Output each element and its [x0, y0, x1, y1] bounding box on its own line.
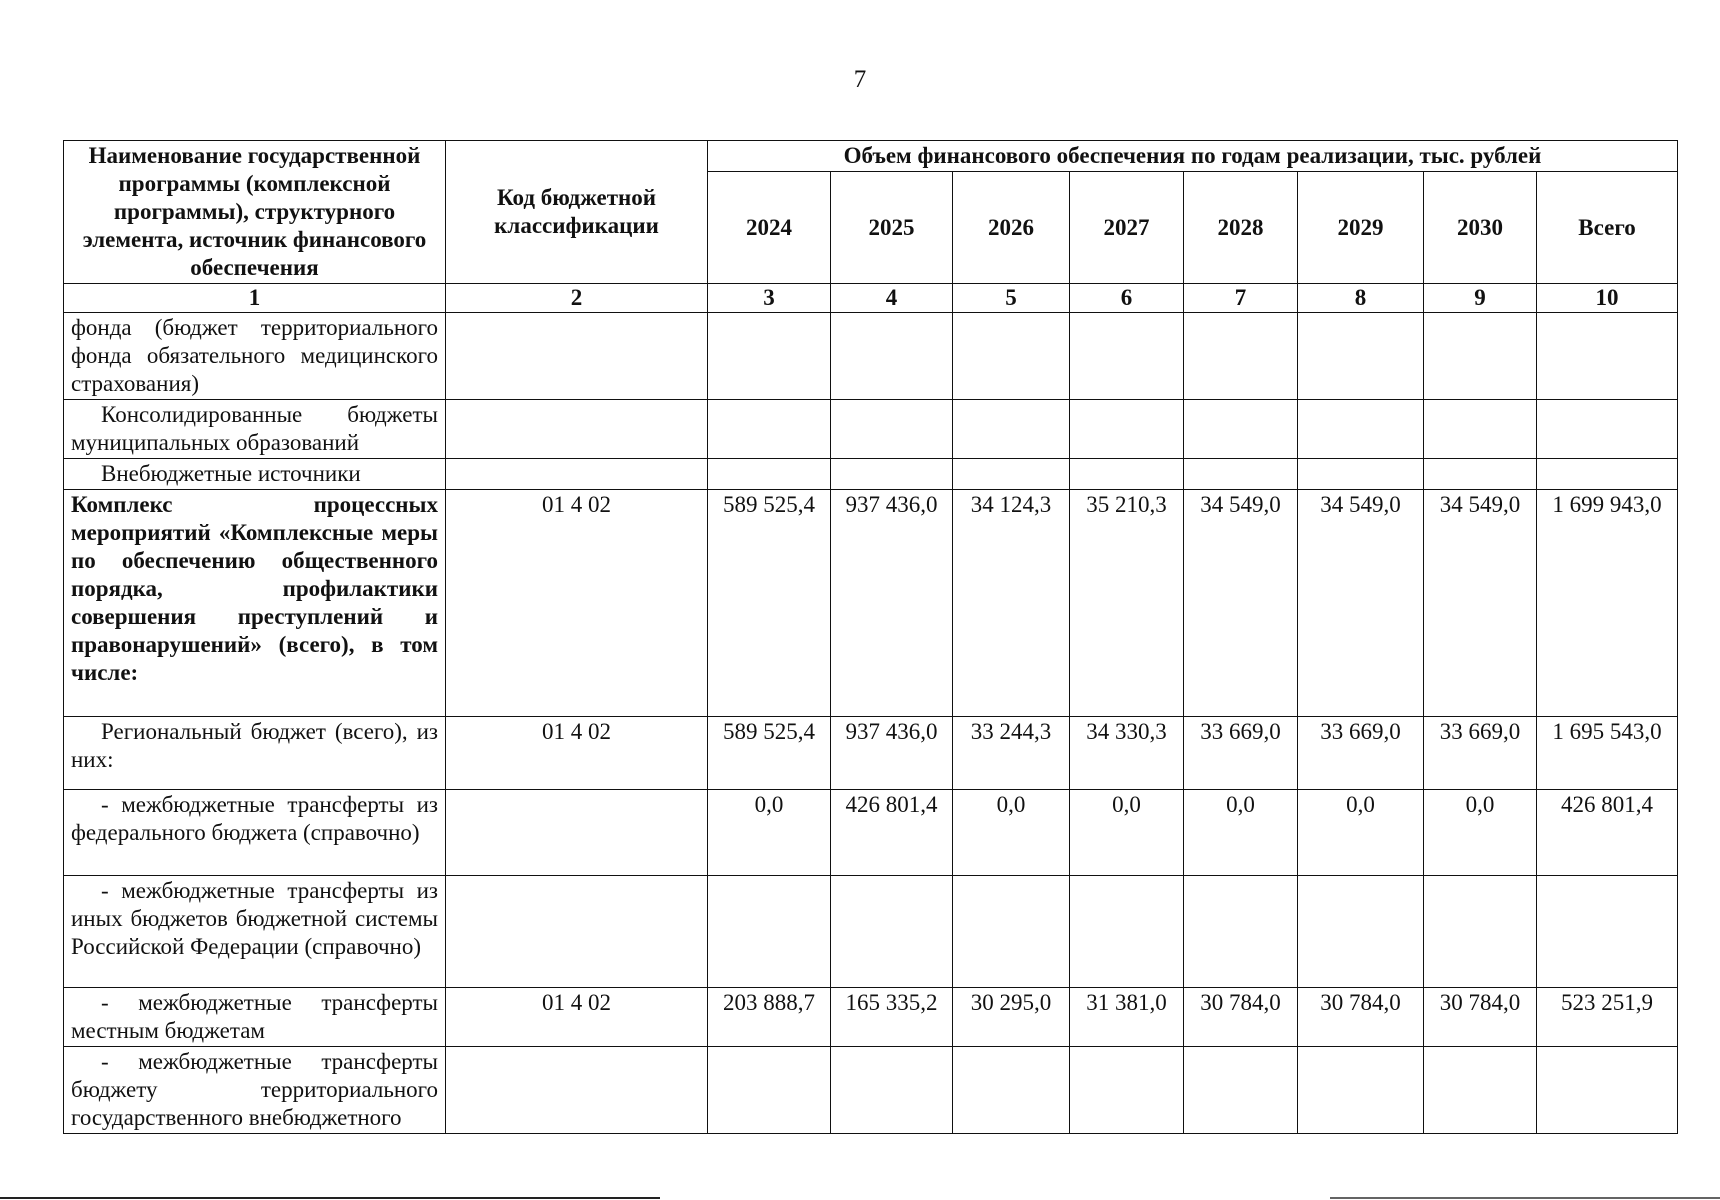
- row-name: Внебюджетные источники: [64, 459, 446, 490]
- table-row: [64, 313, 1678, 400]
- row-value: 0,0: [1424, 790, 1537, 876]
- row-value: 34 549,0: [1184, 490, 1298, 717]
- financing-table: [63, 140, 1678, 1134]
- column-number: 5: [953, 284, 1070, 313]
- column-number: 3: [708, 284, 831, 313]
- row-value: 937 436,0: [831, 490, 953, 717]
- column-number: 9: [1424, 284, 1537, 313]
- column-number-row: [64, 284, 1678, 313]
- row-value: [1184, 876, 1298, 988]
- header-total: Всего: [1537, 172, 1678, 284]
- row-name: Консолидированные бюджеты муниципальных образований: [64, 400, 446, 459]
- row-name: Региональный бюджет (всего), из них:: [64, 717, 446, 790]
- row-value: 165 335,2: [831, 988, 953, 1047]
- header-year: 2025: [831, 172, 953, 284]
- row-value: [1184, 313, 1298, 400]
- row-value: 0,0: [1298, 790, 1424, 876]
- row-value: 0,0: [1184, 790, 1298, 876]
- header-year: 2028: [1184, 172, 1298, 284]
- row-value: [1070, 313, 1184, 400]
- row-value: [953, 313, 1070, 400]
- row-value: [953, 459, 1070, 490]
- row-value: [1424, 313, 1537, 400]
- row-value: [1298, 313, 1424, 400]
- row-value: [1424, 400, 1537, 459]
- table-row: [64, 459, 1678, 490]
- header-code-col: Код бюджетной классификации: [446, 141, 708, 284]
- row-value: [1070, 876, 1184, 988]
- table-row: [64, 400, 1678, 459]
- row-value: [1537, 400, 1678, 459]
- row-value: [831, 459, 953, 490]
- row-value: [1184, 459, 1298, 490]
- column-number: 10: [1537, 284, 1678, 313]
- row-value: [1184, 1047, 1298, 1134]
- row-value: 0,0: [708, 790, 831, 876]
- column-number: 1: [64, 284, 446, 313]
- row-value: 203 888,7: [708, 988, 831, 1047]
- row-value: [1070, 1047, 1184, 1134]
- scan-edge-line: [1330, 1197, 1720, 1199]
- row-value: [1070, 459, 1184, 490]
- header-year: 2029: [1298, 172, 1424, 284]
- header-year: 2030: [1424, 172, 1537, 284]
- row-value: 0,0: [1070, 790, 1184, 876]
- row-value: [1537, 313, 1678, 400]
- row-value: 34 549,0: [1298, 490, 1424, 717]
- row-value: 33 669,0: [1184, 717, 1298, 790]
- row-value: [1424, 876, 1537, 988]
- row-value: [953, 400, 1070, 459]
- row-value: [831, 1047, 953, 1134]
- row-value: 426 801,4: [1537, 790, 1678, 876]
- row-value: 0,0: [953, 790, 1070, 876]
- row-value: 33 669,0: [1424, 717, 1537, 790]
- page-number: 7: [853, 66, 867, 93]
- row-value: [1298, 876, 1424, 988]
- table-row: [64, 1047, 1678, 1134]
- row-value: 426 801,4: [831, 790, 953, 876]
- row-value: [1298, 1047, 1424, 1134]
- row-value: [708, 459, 831, 490]
- row-value: [831, 876, 953, 988]
- row-value: [953, 876, 1070, 988]
- row-value: [708, 313, 831, 400]
- row-code: [446, 1047, 708, 1134]
- column-number: 8: [1298, 284, 1424, 313]
- row-value: 34 549,0: [1424, 490, 1537, 717]
- row-code: [446, 459, 708, 490]
- row-value: [1537, 876, 1678, 988]
- header-volume-group: Объем финансового обеспечения по годам реализации, тыс. рублей: [708, 141, 1678, 172]
- row-code: 01 4 02: [446, 490, 708, 717]
- row-code: [446, 313, 708, 400]
- row-name: - межбюджетные трансферты местным бюджетам: [64, 988, 446, 1047]
- row-value: 35 210,3: [1070, 490, 1184, 717]
- header-name-col: Наименование государственной программы (комплексной программы), структурного элемента, источник финансового обеспечения: [64, 141, 446, 284]
- row-code: 01 4 02: [446, 988, 708, 1047]
- header-year: 2027: [1070, 172, 1184, 284]
- column-number: 7: [1184, 284, 1298, 313]
- table-row: [64, 490, 1678, 717]
- row-code: [446, 790, 708, 876]
- row-name: - межбюджетные трансферты бюджету территориального государственного внебюджетного: [64, 1047, 446, 1134]
- row-name: - межбюджетные трансферты из иных бюджетов бюджетной системы Российской Федерации (справочно): [64, 876, 446, 988]
- row-code: 01 4 02: [446, 717, 708, 790]
- row-value: 1 695 543,0: [1537, 717, 1678, 790]
- row-value: 30 295,0: [953, 988, 1070, 1047]
- scan-edge-line: [0, 1197, 660, 1199]
- row-value: [1424, 1047, 1537, 1134]
- row-code: [446, 876, 708, 988]
- row-value: [708, 400, 831, 459]
- table-row: [64, 876, 1678, 988]
- row-value: 589 525,4: [708, 717, 831, 790]
- row-value: [708, 1047, 831, 1134]
- column-number: 6: [1070, 284, 1184, 313]
- row-value: [953, 1047, 1070, 1134]
- row-value: 34 124,3: [953, 490, 1070, 717]
- row-code: [446, 400, 708, 459]
- column-number: 4: [831, 284, 953, 313]
- row-value: 34 330,3: [1070, 717, 1184, 790]
- table-row: [64, 988, 1678, 1047]
- row-value: [1298, 400, 1424, 459]
- header-year: 2026: [953, 172, 1070, 284]
- row-value: 31 381,0: [1070, 988, 1184, 1047]
- row-value: 30 784,0: [1424, 988, 1537, 1047]
- row-value: 937 436,0: [831, 717, 953, 790]
- row-value: [1424, 459, 1537, 490]
- row-value: [1184, 400, 1298, 459]
- row-name: - межбюджетные трансферты из федерального бюджета (справочно): [64, 790, 446, 876]
- row-value: 33 244,3: [953, 717, 1070, 790]
- row-value: [1070, 400, 1184, 459]
- row-value: [1298, 459, 1424, 490]
- table-row: [64, 717, 1678, 790]
- header-row-top: [64, 141, 1678, 172]
- row-value: [1537, 459, 1678, 490]
- row-value: 1 699 943,0: [1537, 490, 1678, 717]
- row-value: [831, 313, 953, 400]
- row-value: [708, 876, 831, 988]
- row-name: Комплекс процессных мероприятий «Комплексные меры по обеспечению общественного порядка, профилактики совершения преступлений и правонарушений» (всего), в том числе:: [64, 490, 446, 717]
- header-year: 2024: [708, 172, 831, 284]
- row-value: [831, 400, 953, 459]
- row-value: 523 251,9: [1537, 988, 1678, 1047]
- row-name: фонда (бюджет территориального фонда обязательного медицинского страхования): [64, 313, 446, 400]
- row-value: 33 669,0: [1298, 717, 1424, 790]
- row-value: 30 784,0: [1184, 988, 1298, 1047]
- row-value: 30 784,0: [1298, 988, 1424, 1047]
- table-row: [64, 790, 1678, 876]
- column-number: 2: [446, 284, 708, 313]
- row-value: 589 525,4: [708, 490, 831, 717]
- row-value: [1537, 1047, 1678, 1134]
